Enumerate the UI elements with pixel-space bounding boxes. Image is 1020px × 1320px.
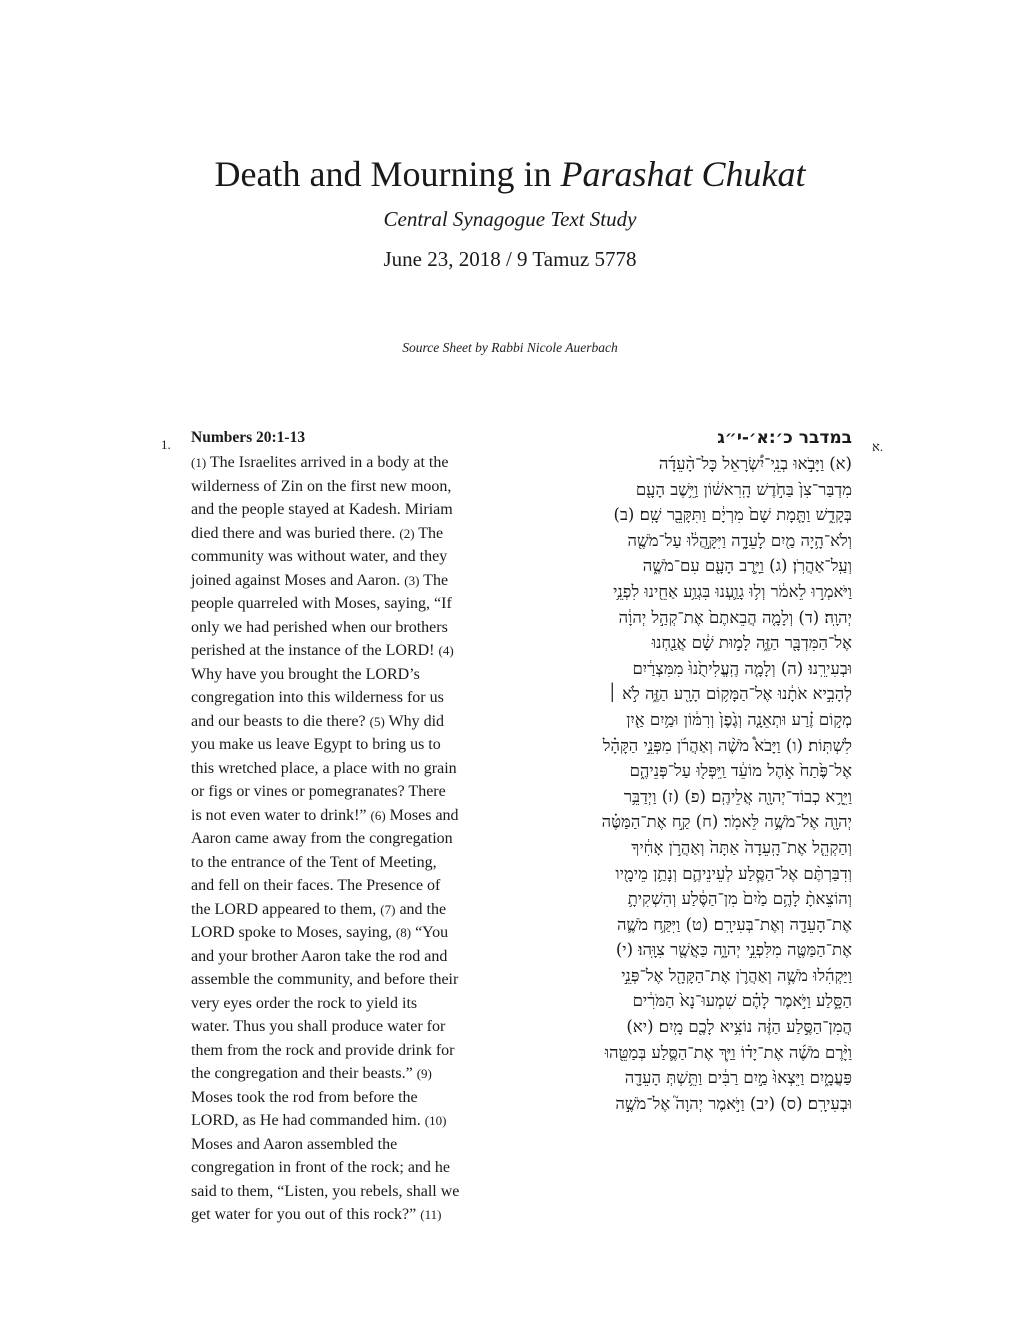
english-line <box>191 1062 509 1086</box>
english-line <box>191 874 509 898</box>
hebrew-line: וַיֵּרָ֥א כְבוֹד־יְהוָ֖ה אֲלֵיהֶֽם׃ (פ) (ז) וַיְדַבֵּ֥ר <box>623 786 852 806</box>
english-line <box>191 1109 509 1133</box>
hebrew-passage <box>520 451 852 1116</box>
english-text-segment: get water for you out of this rock?” <box>191 1206 421 1223</box>
english-text-segment: is not even water to drink!” <box>191 806 371 824</box>
page-subtitle: Central Synagogue Text Study <box>383 207 637 231</box>
verse-number: (4) <box>438 643 454 658</box>
english-text-segment: them from the rock and provide drink for <box>191 1041 455 1059</box>
english-text-segment: The Israelites arrived in a body at the <box>206 454 449 471</box>
english-line <box>191 898 509 922</box>
english-text-segment: The <box>419 571 449 589</box>
english-line <box>191 780 509 804</box>
hebrew-line: אֶת־הָעֵדָ֖ה וְאֶת־בְּעִירָֽם׃ (ט) וַיִּקַּ֥ח מֹשֶׁ֛ה <box>617 914 852 934</box>
hebrew-line: וּבְעִירָֽם׃ (ס) (יב) וַיֹּ֣אמֶר יְהוָה֮ אֶל־מֹשֶׁ֣ה <box>615 1093 852 1113</box>
english-text-segment: and the people stayed at Kadesh. Miriam <box>191 501 453 518</box>
page-title <box>0 150 1020 198</box>
english-text-segment: LORD, as He had commanded him. <box>191 1112 425 1129</box>
hebrew-line: בְּקָדֵ֑שׁ וַתָּ֤מָת שָׁם֙ מִרְיָ֔ם וַתִּקָּבֵ֖ר שָֽׁם׃ (ב) <box>613 505 852 525</box>
source-number-hebrew: א. <box>872 439 884 454</box>
verse-number: (11) <box>420 1207 442 1222</box>
english-line <box>191 1039 509 1063</box>
hebrew-line: וְהַקְהֵ֤ל אֶת־הָֽעֵדָה֙ אַתָּה֙ וְאַהֲרֹ֣ן אָחִ֔יךָ <box>631 837 852 857</box>
english-line <box>191 616 509 640</box>
hebrew-line: וַיַּקְהִ֜לוּ מֹשֶׁ֧ה וְאַהֲרֹ֛ן אֶת־הַקָּהָ֖ל אֶל־פְּנֵ֣י <box>621 965 852 985</box>
hebrew-line: מְק֣וֹם זֶ֗רַע וּתְאֵנָ֤ה וְגֶ֙פֶן֙ וְרִמּ֔וֹן וּמַ֥יִם אַ֖יִן <box>626 709 852 729</box>
english-text-segment: “You <box>411 924 449 941</box>
title-italic-text: Parashat Chukat <box>560 154 806 194</box>
english-line <box>191 968 509 992</box>
hebrew-line: פַּעֲמָ֑יִם וַיֵּצְאוּ֙ מַ֣יִם רַבִּ֔ים וַתֵּ֥שְׁתְּ הָעֵדָ֖ה <box>624 1068 852 1088</box>
english-text-segment: water. Thus you shall produce water for <box>191 1018 446 1035</box>
english-line <box>191 851 509 875</box>
hebrew-text-column <box>520 427 852 1116</box>
english-text-segment: or figs or vines or pomegranates? There <box>191 783 446 800</box>
english-line <box>191 757 509 781</box>
english-line <box>191 945 509 969</box>
english-line <box>191 522 509 546</box>
hebrew-line: יְהוָֽה׃ (ד) וְלָמָ֤ה הֲבֵאתֶם֙ אֶת־קְהַ֣ל יְהוָ֔ה <box>618 607 852 627</box>
hebrew-reference: במדבר כ׳:א׳-י״ג <box>717 428 852 448</box>
english-line <box>191 804 509 828</box>
hebrew-line: אֶל־פֶּ֙תַח֙ אֹ֣הֶל מוֹעֵ֔ד וַֽיִּפְּל֖וּ עַל־פְּנֵיהֶ֑ם <box>629 761 852 781</box>
page-header <box>0 150 1020 274</box>
english-text-segment: congregation in front of the rock; and he <box>191 1159 451 1176</box>
hebrew-line: וַיָּ֨רֶם מֹשֶׁ֜ה אֶת־יָד֗וֹ וַיַּ֧ךְ אֶת־הַסֶּ֛לַע בְּמַטֵּ֖הוּ <box>604 1042 852 1062</box>
hebrew-line: (א) וַיָּבֹ֣אוּ בְנֵֽי־יִ֠שְׂרָאֵל כָּל־הָ֨עֵדָ֜ה <box>658 454 852 473</box>
english-line <box>191 1133 509 1157</box>
english-text-column <box>191 427 509 1227</box>
hebrew-line: הֲמִן־הַסֶּ֣לַע הַזֶּ֔ה נוֹצִ֥יא לָכֶ֖ם מָֽיִם׃ (יא) <box>626 1017 852 1037</box>
hebrew-line: הַסָּ֑לַע וַיֹּ֣אמֶר לָהֶ֗ם שִׁמְעוּ־נָא֙ הַמֹּרִ֔ים <box>632 991 852 1011</box>
english-line <box>191 1203 509 1227</box>
english-text-segment: died there and was buried there. <box>191 524 400 542</box>
hebrew-line: וְלֹא־הָ֥יָה מַ֖יִם לָעֵדָ֑ה וַיִּקָּ֣הֲל֔וּ עַל־מֹשֶׁ֖ה <box>627 530 852 550</box>
verse-number: (8) <box>395 925 412 940</box>
english-text-segment: perished at the instance of the LORD! <box>191 642 439 659</box>
english-line <box>191 1086 509 1110</box>
english-text-segment: and your brother Aaron take the rod and <box>191 947 448 965</box>
verse-number: (5) <box>369 713 385 729</box>
english-text-segment: the congregation and their beasts.” <box>191 1065 417 1082</box>
english-text-segment: you make us leave Egypt to bring us to <box>191 736 441 753</box>
hebrew-line: אֶל־הַמִּדְבָּ֖ר הַזֶּ֑ה לָמ֣וּת שָׁ֔ם אֲנַ֖חְנוּ <box>651 633 852 653</box>
verse-number: (9) <box>416 1066 432 1081</box>
verse-number: (1) <box>191 455 207 470</box>
verse-number: (7) <box>380 901 396 917</box>
verse-number: (6) <box>370 807 386 823</box>
english-text-segment: Aaron came away from the congregation <box>191 830 453 847</box>
english-text-segment: wilderness of Zin on the first new moon, <box>191 477 452 495</box>
english-text-segment: Moses and <box>385 806 459 824</box>
english-line <box>191 475 509 499</box>
hebrew-line: מִדְבַּר־צִן֙ בַּחֹ֣דֶשׁ הָֽרִאשׁ֔וֹן וַיֵּ֥שֶׁב הָעָ֖ם <box>635 479 852 499</box>
english-text-segment: Why have you brought the LORD’s <box>191 665 420 683</box>
english-text-segment: community was without water, and they <box>191 548 448 565</box>
source-sheet-byline: Source Sheet by Rabbi Nicole Auerbach <box>402 340 618 355</box>
hebrew-line: וְעַֽל־אַהֲרֹֽן׃ (ג) וַיָּ֥רֶב הָעָ֖ם עִם־מֹשֶׁ֑ה <box>642 556 852 576</box>
hebrew-line: וַיֹּאמְר֣וּ לֵאמֹ֔ר וְל֥וּ גָוַ֛עְנוּ בִּגְוַ֥ע אַחֵ֖ינוּ לִפְנֵ֥י <box>613 581 852 601</box>
hebrew-line: יְהוָ֖ה אֶל־מֹשֶׁ֥ה לֵּאמֹֽר׃ (ח) קַ֣ח אֶת־הַמַּטֶּ֗ה <box>601 812 852 832</box>
english-text-segment: Moses took the rod from before the <box>191 1088 418 1106</box>
english-passage <box>191 451 509 1227</box>
english-line <box>191 663 509 687</box>
english-text-segment: very eyes order the rock to yield its <box>191 994 418 1012</box>
english-line <box>191 1180 509 1204</box>
english-text-segment: and fell on their faces. The Presence of <box>191 877 441 894</box>
source-number-english: 1. <box>161 437 171 452</box>
english-text-segment: people quarreled with Moses, saying, “If <box>191 595 452 612</box>
hebrew-line: וְהוֹצֵאתָ֨ לָהֶ֥ם מַ֙יִם֙ מִן־הַסֶּ֔לַע וְהִשְׁקִיתָ֥ <box>627 889 852 909</box>
hebrew-line: וּבְעִירֵֽנוּ׃ (ה) וְלָמָ֤ה הֶֽעֱלִיתֻ֙נוּ֙ מִמִּצְרַ֔יִם <box>632 658 852 678</box>
verse-number: (3) <box>404 572 420 588</box>
english-line <box>191 569 509 593</box>
english-text-segment: Moses and Aaron assembled the <box>191 1135 398 1153</box>
english-line <box>191 1156 509 1180</box>
english-line <box>191 451 509 475</box>
hebrew-line: אֶת־הַמַּטֶּ֖ה מִלִּפְנֵ֣י יְהוָ֑ה כַּאֲשֶׁ֖ר צִוָּֽהוּ׃ (י) <box>615 940 852 960</box>
english-text-segment: congregation into this wilderness for us <box>191 689 444 706</box>
english-line <box>191 545 509 569</box>
english-text-segment: only we had perished when our brothers <box>191 618 448 636</box>
english-reference: Numbers 20:1-13 <box>191 429 306 446</box>
verse-number: (2) <box>399 525 415 541</box>
english-line <box>191 710 509 734</box>
page-date: June 23, 2018 / 9 Tamuz 5778 <box>383 247 637 271</box>
english-text-segment: said to them, “Listen, you rebels, shall we <box>191 1182 460 1200</box>
english-text-segment: the LORD appeared to them, <box>191 900 381 918</box>
english-line <box>191 1015 509 1039</box>
hebrew-line: לְהָבִ֣יא אֹתָ֔נוּ אֶל־הַמָּק֥וֹם הָרָ֖ע הַזֶּ֑ה לֹ֣א ׀ <box>607 684 852 704</box>
english-text-segment: to the entrance of the Tent of Meeting, <box>191 853 437 871</box>
english-line <box>191 686 509 710</box>
hebrew-line: לִשְׁתּֽוֹת׃ (ו) וַיָּבֹא֩ מֹשֶׁ֨ה וְאַהֲרֹ֜ן מִפְּנֵ֣י הַקָּהָ֗ל <box>602 735 852 755</box>
title-text: Death and Mourning in <box>214 154 561 194</box>
hebrew-line: וְדִבַּרְתֶּ֨ם אֶל־הַסֶּ֧לַע לְעֵינֵיהֶ֛ם וְנָתַ֥ן מֵימָ֖יו <box>615 863 852 883</box>
english-line <box>191 827 509 851</box>
english-line <box>191 733 509 757</box>
english-line <box>191 921 509 945</box>
english-line <box>191 498 509 522</box>
english-text-segment: LORD spoke to Moses, saying, <box>191 924 396 941</box>
english-text-segment: Why did <box>384 712 445 730</box>
verse-number: (10) <box>424 1113 447 1128</box>
english-line <box>191 639 509 663</box>
english-text-segment: and our beasts to die there? <box>191 712 370 730</box>
english-text-segment: joined against Moses and Aaron. <box>191 571 405 589</box>
english-line <box>191 592 509 616</box>
english-text-segment: and the <box>395 900 447 918</box>
english-line <box>191 992 509 1016</box>
english-text-segment: this wretched place, a place with no grain <box>191 759 457 777</box>
english-text-segment: assemble the community, and before their <box>191 971 459 988</box>
english-text-segment: The <box>414 524 444 542</box>
